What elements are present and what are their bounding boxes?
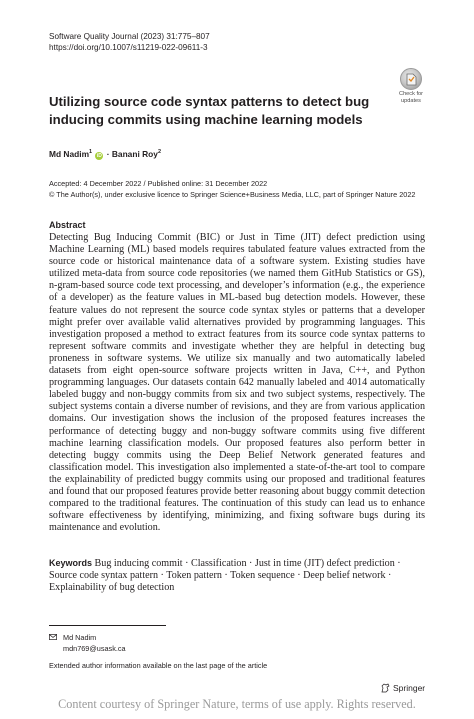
- orcid-icon[interactable]: iD: [96, 153, 102, 159]
- springer-horse-icon: [381, 683, 390, 693]
- author-affiliation-mark: 2: [157, 149, 161, 156]
- corresponding-author-name: Md Nadim: [63, 633, 97, 642]
- author-affiliation-mark: 1: [89, 149, 93, 156]
- keywords-text: Bug inducing commit · Classification · Just in time (JIT) defect prediction · Source code syntax pattern · Token pattern · Token sequence · Deep belief network · Explainability of bug detection: [49, 558, 401, 594]
- abstract-heading: Abstract: [49, 220, 86, 230]
- corresponding-email[interactable]: mdn769@usask.ca: [63, 644, 126, 653]
- journal-header: [49, 31, 210, 53]
- author-name[interactable]: Md Nadim: [49, 149, 90, 159]
- author-separator: ·: [104, 149, 112, 159]
- doi-link[interactable]: https://doi.org/10.1007/s11219-022-09611-3: [49, 43, 208, 52]
- keywords-section: [49, 557, 427, 595]
- extended-author-info: Extended author information available on the last page of the article: [49, 661, 268, 670]
- abstract-text: Detecting Bug Inducing Commit (BIC) or Just in Time (JIT) defect prediction using Machine Learning (ML) based models requires tabulated feature values extracted from the source code or historical maintenance data of a software system. Existing studies have utilized meta-data from source code repositories (we named them GitHub Statistics or GS), n-gram-based source code text processing, and developer’s information (e.g., the experience of a developer) as the feature values in ML-based bug detection models. However, these feature values do not represent the source code syntax styles or patterns that a developer might prefer over available valid alternatives provided by programming languages. This investigation proposed a method to extract features from its source code syntax patterns to represent software commits and investigate whether they are helpful in detecting bug proneness in software systems. We utilize six manually and two automatically labeled datasets from eight open-source software projects written in Java, C++, and Python programming languages. Our datasets contain 642 manually labeled and 4014 automatically labeled buggy and non-buggy commits from six and two subject systems, respectively. The subject systems contain a diverse number of revisions, and they are from various application domains. Our investigation shows the inclusion of the proposed features increases the performance of detecting buggy and non-buggy software commits using five different machine learning classification models. Our proposed features also perform better in detecting buggy commits using the Deep Belief Network generated features and classification model. This investigation also implemented a state-of-the-art tool to compare the explainability of predicted buggy commits using our proposed and traditional features and found that our proposed features provide better reasoning about buggy commit detection compared to the traditional features. The continuation of this study can lead us to enhance software effectiveness by identifying, minimizing, and fixing software bugs during its maintenance and evolution.: [49, 232, 425, 534]
- author-name[interactable]: Banani Roy: [111, 149, 158, 159]
- publisher-mark: [381, 683, 425, 693]
- badge-line-2: updates: [401, 97, 421, 104]
- footnote-divider: [49, 625, 166, 626]
- corresponding-author: [49, 632, 126, 654]
- publisher-name: Springer: [393, 683, 426, 693]
- copyright-line: © The Author(s), under exclusive licence to Springer Science+Business Media, LLC, part of Springer Nature 2022: [49, 190, 416, 199]
- badge-line-1: Check for: [399, 91, 423, 97]
- courtesy-watermark: Content courtesy of Springer Nature, terms of use apply. Rights reserved.: [58, 697, 416, 711]
- check-for-updates-badge[interactable]: [391, 68, 431, 106]
- paper-title: Utilizing source code syntax patterns to detect bug inducing commits using machine learning models: [49, 94, 370, 127]
- dates-line: Accepted: 4 December 2022 / Published online: 31 December 2022: [49, 179, 268, 188]
- journal-citation: Software Quality Journal (2023) 31:775–807: [49, 32, 210, 41]
- publication-info: [49, 178, 415, 200]
- check-for-updates-icon: [400, 68, 422, 90]
- envelope-icon: [49, 634, 57, 640]
- author-list: [49, 149, 161, 160]
- keywords-label: Keywords: [49, 558, 93, 568]
